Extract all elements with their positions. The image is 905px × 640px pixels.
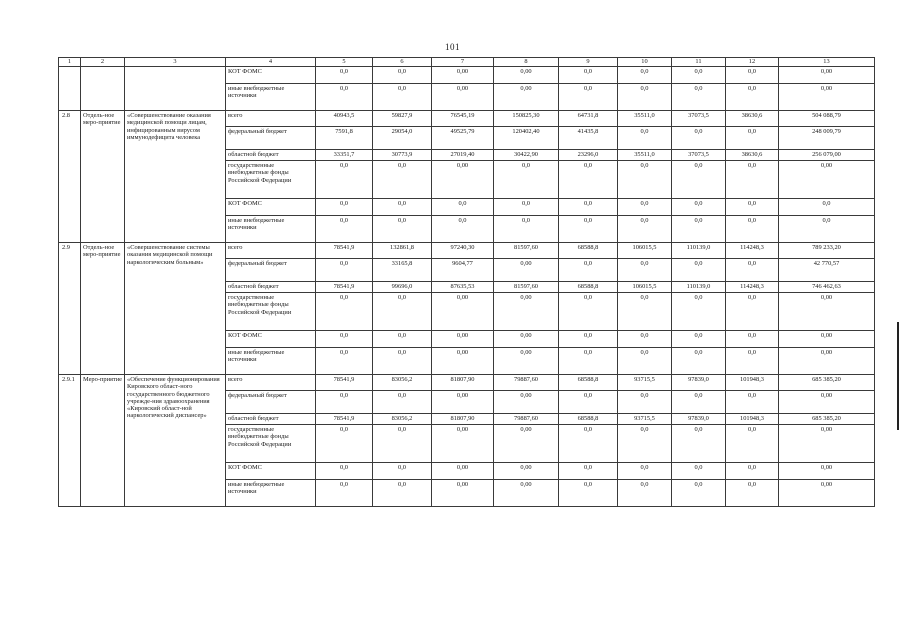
value-cell: 68588,8: [559, 282, 618, 293]
value-cell: 0,00: [779, 293, 875, 331]
funding-source: КОТ ФОМС: [226, 67, 316, 84]
header-cell: 10: [618, 58, 672, 67]
value-cell: 0,00: [432, 391, 494, 414]
value-cell: 27019,40: [432, 150, 494, 161]
value-cell: 0,00: [494, 67, 559, 84]
value-cell: 0,00: [779, 67, 875, 84]
value-cell: 0,0: [316, 259, 373, 282]
value-cell: 120402,40: [494, 127, 559, 150]
value-cell: 0,0: [672, 216, 726, 243]
value-cell: 76545,19: [432, 111, 494, 127]
value-cell: 0,0: [672, 425, 726, 463]
header-cell: 4: [226, 58, 316, 67]
value-cell: 114248,3: [726, 282, 779, 293]
value-cell: 0,0: [726, 84, 779, 111]
value-cell: 0,0: [373, 348, 432, 375]
value-cell: 64731,8: [559, 111, 618, 127]
page-number: 101: [445, 42, 460, 52]
value-cell: 68588,8: [559, 414, 618, 425]
value-cell: 0,0: [726, 216, 779, 243]
value-cell: 81807,90: [432, 414, 494, 425]
value-cell: 0,0: [618, 480, 672, 507]
value-cell: 40943,5: [316, 111, 373, 127]
value-cell: 0,00: [779, 480, 875, 507]
value-cell: 0,0: [726, 199, 779, 216]
value-cell: 0,0: [316, 84, 373, 111]
value-cell: 41435,8: [559, 127, 618, 150]
value-cell: 0,00: [779, 161, 875, 199]
value-cell: 9604,77: [432, 259, 494, 282]
value-cell: 0,00: [432, 425, 494, 463]
value-cell: 150825,30: [494, 111, 559, 127]
value-cell: 0,00: [494, 293, 559, 331]
section-name: «Совершенствование системы оказания медицинской помощи наркологическим больным»: [125, 243, 226, 375]
value-cell: 0,0: [618, 348, 672, 375]
header-cell: 11: [672, 58, 726, 67]
value-cell: 78541,9: [316, 375, 373, 391]
section-type: Отдель-ное меро-приятие: [81, 243, 125, 375]
value-cell: 93715,5: [618, 375, 672, 391]
value-cell: 0,0: [618, 161, 672, 199]
value-cell: 0,0: [726, 293, 779, 331]
value-cell: 0,00: [432, 293, 494, 331]
value-cell: 68588,8: [559, 375, 618, 391]
value-cell: 0,0: [373, 480, 432, 507]
value-cell: 0,0: [726, 480, 779, 507]
value-cell: 0,0: [618, 331, 672, 348]
value-cell: 93715,5: [618, 414, 672, 425]
header-cell: 7: [432, 58, 494, 67]
value-cell: 0,00: [779, 84, 875, 111]
section-type: Меро-приятие: [81, 375, 125, 507]
value-cell: 0,0: [726, 127, 779, 150]
value-cell: 0,0: [559, 216, 618, 243]
header-cell: 8: [494, 58, 559, 67]
value-cell: 37073,5: [672, 111, 726, 127]
section-type: Отдель-ное меро-приятие: [81, 111, 125, 243]
funding-source: КОТ ФОМС: [226, 331, 316, 348]
value-cell: 0,0: [316, 425, 373, 463]
funding-source: федеральный бюджет: [226, 127, 316, 150]
value-cell: 0,0: [559, 293, 618, 331]
value-cell: 38630,6: [726, 150, 779, 161]
value-cell: 0,0: [559, 331, 618, 348]
value-cell: 0,0: [726, 67, 779, 84]
value-cell: 0,0: [373, 425, 432, 463]
value-cell: 0,0: [373, 67, 432, 84]
value-cell: 0,0: [559, 84, 618, 111]
value-cell: 68588,8: [559, 243, 618, 259]
funding-source: государственные внебюджетные фонды Российской Федерации: [226, 293, 316, 331]
header-cell: 6: [373, 58, 432, 67]
value-cell: 78541,9: [316, 243, 373, 259]
header-cell: 9: [559, 58, 618, 67]
value-cell: 0,0: [559, 67, 618, 84]
value-cell: 0,0: [726, 259, 779, 282]
table-row: [59, 375, 875, 391]
funding-source: всего: [226, 111, 316, 127]
value-cell: 0,0: [373, 199, 432, 216]
header-cell: 3: [125, 58, 226, 67]
value-cell: 7591,8: [316, 127, 373, 150]
value-cell: 33351,7: [316, 150, 373, 161]
value-cell: 0,0: [373, 391, 432, 414]
value-cell: 0,0: [726, 425, 779, 463]
value-cell: 0,0: [559, 348, 618, 375]
table-body: [59, 58, 875, 507]
value-cell: 0,0: [559, 463, 618, 480]
table-row: [59, 243, 875, 259]
value-cell: 0,0: [726, 331, 779, 348]
value-cell: 0,0: [316, 199, 373, 216]
value-cell: 0,0: [559, 480, 618, 507]
funding-source: областной бюджет: [226, 150, 316, 161]
value-cell: 789 233,20: [779, 243, 875, 259]
value-cell: 79887,60: [494, 414, 559, 425]
value-cell: 0,0: [672, 463, 726, 480]
value-cell: 0,0: [779, 199, 875, 216]
value-cell: 0,0: [672, 84, 726, 111]
value-cell: 0,00: [779, 425, 875, 463]
value-cell: 101948,3: [726, 375, 779, 391]
value-cell: 29054,0: [373, 127, 432, 150]
value-cell: 30422,90: [494, 150, 559, 161]
value-cell: 97839,0: [672, 414, 726, 425]
value-cell: 0,0: [373, 331, 432, 348]
value-cell: 0,0: [559, 259, 618, 282]
funding-source: иные внебюджетные источники: [226, 216, 316, 243]
value-cell: 81807,90: [432, 375, 494, 391]
funding-source: иные внебюджетные источники: [226, 84, 316, 111]
value-cell: 0,00: [432, 463, 494, 480]
value-cell: 0,0: [316, 67, 373, 84]
value-cell: 83056,2: [373, 414, 432, 425]
table-row: [59, 67, 875, 84]
value-cell: 0,0: [726, 391, 779, 414]
value-cell: 78541,9: [316, 282, 373, 293]
header-cell: 13: [779, 58, 875, 67]
budget-table: [58, 57, 875, 507]
value-cell: 49525,79: [432, 127, 494, 150]
value-cell: 0,00: [432, 480, 494, 507]
value-cell: 33165,8: [373, 259, 432, 282]
section-code: 2.9.1: [59, 375, 81, 507]
value-cell: 81597,60: [494, 243, 559, 259]
funding-source: всего: [226, 375, 316, 391]
funding-source: областной бюджет: [226, 414, 316, 425]
value-cell: 0,00: [779, 348, 875, 375]
empty-type-cell: [81, 67, 125, 111]
value-cell: 0,0: [672, 391, 726, 414]
empty-name-cell: [125, 67, 226, 111]
value-cell: 38630,6: [726, 111, 779, 127]
value-cell: 0,0: [672, 259, 726, 282]
value-cell: 59827,9: [373, 111, 432, 127]
value-cell: 97240,30: [432, 243, 494, 259]
value-cell: 0,00: [494, 348, 559, 375]
header-cell: 2: [81, 58, 125, 67]
value-cell: 0,0: [672, 199, 726, 216]
value-cell: 0,0: [618, 67, 672, 84]
value-cell: 81597,60: [494, 282, 559, 293]
funding-source: государственные внебюджетные фонды Российской Федерации: [226, 161, 316, 199]
value-cell: 0,0: [672, 480, 726, 507]
funding-source: государственные внебюджетные фонды Российской Федерации: [226, 425, 316, 463]
value-cell: 0,00: [494, 425, 559, 463]
value-cell: 99696,0: [373, 282, 432, 293]
value-cell: 78541,9: [316, 414, 373, 425]
scan-edge-mark: [897, 322, 899, 430]
value-cell: 0,00: [779, 331, 875, 348]
value-cell: 0,0: [726, 348, 779, 375]
value-cell: 746 462,63: [779, 282, 875, 293]
value-cell: 0,0: [559, 199, 618, 216]
value-cell: 0,0: [672, 161, 726, 199]
value-cell: 87635,53: [432, 282, 494, 293]
value-cell: 0,00: [432, 84, 494, 111]
value-cell: 0,0: [618, 84, 672, 111]
value-cell: 114248,3: [726, 243, 779, 259]
value-cell: 0,00: [494, 259, 559, 282]
value-cell: 0,0: [373, 161, 432, 199]
header-cell: 5: [316, 58, 373, 67]
value-cell: 0,0: [618, 425, 672, 463]
header-cell: 12: [726, 58, 779, 67]
section-name: «Совершенствование оказания медицинской помощи лицам, инфицированным вирусом иммунодефицита человека: [125, 111, 226, 243]
value-cell: 0,0: [618, 127, 672, 150]
value-cell: 0,0: [618, 259, 672, 282]
value-cell: 106015,5: [618, 282, 672, 293]
funding-source: иные внебюджетные источники: [226, 348, 316, 375]
funding-source: федеральный бюджет: [226, 391, 316, 414]
value-cell: 0,0: [726, 463, 779, 480]
funding-source: областной бюджет: [226, 282, 316, 293]
value-cell: 0,00: [779, 463, 875, 480]
value-cell: 0,00: [432, 161, 494, 199]
value-cell: 685 385,20: [779, 375, 875, 391]
value-cell: 101948,3: [726, 414, 779, 425]
value-cell: 0,0: [316, 480, 373, 507]
value-cell: 0,0: [316, 293, 373, 331]
value-cell: 0,0: [373, 293, 432, 331]
header-cell: 1: [59, 58, 81, 67]
value-cell: 0,00: [494, 480, 559, 507]
value-cell: 106015,5: [618, 243, 672, 259]
value-cell: 79887,60: [494, 375, 559, 391]
funding-source: всего: [226, 243, 316, 259]
funding-source: КОТ ФОМС: [226, 199, 316, 216]
value-cell: 0,0: [316, 161, 373, 199]
value-cell: 132861,8: [373, 243, 432, 259]
value-cell: 0,0: [618, 293, 672, 331]
value-cell: 0,0: [672, 293, 726, 331]
value-cell: 0,00: [494, 84, 559, 111]
value-cell: 0,00: [779, 391, 875, 414]
value-cell: 0,0: [316, 348, 373, 375]
value-cell: 0,0: [618, 391, 672, 414]
value-cell: 35511,0: [618, 111, 672, 127]
section-name: «Обеспечение функционирования Кировского област-ного государственного бюджетного учрежде-ния здравоохранения «Кировский област-ной наркологический диспансер»: [125, 375, 226, 507]
value-cell: 248 009,79: [779, 127, 875, 150]
table-row: [59, 111, 875, 127]
value-cell: 0,0: [726, 161, 779, 199]
value-cell: 0,00: [432, 348, 494, 375]
value-cell: 0,0: [316, 331, 373, 348]
value-cell: 0,0: [672, 348, 726, 375]
funding-source: иные внебюджетные источники: [226, 480, 316, 507]
value-cell: 0,0: [373, 216, 432, 243]
value-cell: 97839,0: [672, 375, 726, 391]
value-cell: 23296,0: [559, 150, 618, 161]
value-cell: 685 385,20: [779, 414, 875, 425]
value-cell: 0,0: [559, 425, 618, 463]
value-cell: 30773,9: [373, 150, 432, 161]
section-code: 2.9: [59, 243, 81, 375]
value-cell: 110139,0: [672, 243, 726, 259]
value-cell: 0,0: [494, 161, 559, 199]
value-cell: 0,0: [672, 331, 726, 348]
value-cell: 0,0: [779, 216, 875, 243]
value-cell: 504 088,79: [779, 111, 875, 127]
value-cell: 83056,2: [373, 375, 432, 391]
value-cell: 0,0: [373, 463, 432, 480]
funding-source: КОТ ФОМС: [226, 463, 316, 480]
value-cell: 0,0: [432, 216, 494, 243]
value-cell: 0,0: [672, 67, 726, 84]
value-cell: 42 770,57: [779, 259, 875, 282]
value-cell: 110139,0: [672, 282, 726, 293]
value-cell: 0,0: [559, 161, 618, 199]
value-cell: 37073,5: [672, 150, 726, 161]
value-cell: 0,0: [494, 199, 559, 216]
value-cell: 0,0: [618, 216, 672, 243]
value-cell: 0,00: [432, 67, 494, 84]
funding-source: федеральный бюджет: [226, 259, 316, 282]
value-cell: 0,0: [618, 463, 672, 480]
value-cell: 0,0: [618, 199, 672, 216]
value-cell: 256 079,00: [779, 150, 875, 161]
value-cell: 0,0: [559, 391, 618, 414]
value-cell: 0,00: [494, 463, 559, 480]
value-cell: 0,0: [432, 199, 494, 216]
value-cell: 35511,0: [618, 150, 672, 161]
value-cell: 0,0: [373, 84, 432, 111]
value-cell: 0,0: [494, 216, 559, 243]
value-cell: 0,0: [672, 127, 726, 150]
value-cell: 0,0: [316, 391, 373, 414]
value-cell: 0,00: [494, 391, 559, 414]
value-cell: 0,0: [316, 463, 373, 480]
value-cell: 0,00: [494, 331, 559, 348]
empty-code-cell: [59, 67, 81, 111]
value-cell: 0,00: [432, 331, 494, 348]
value-cell: 0,0: [316, 216, 373, 243]
header-row: [59, 58, 875, 67]
section-code: 2.8: [59, 111, 81, 243]
